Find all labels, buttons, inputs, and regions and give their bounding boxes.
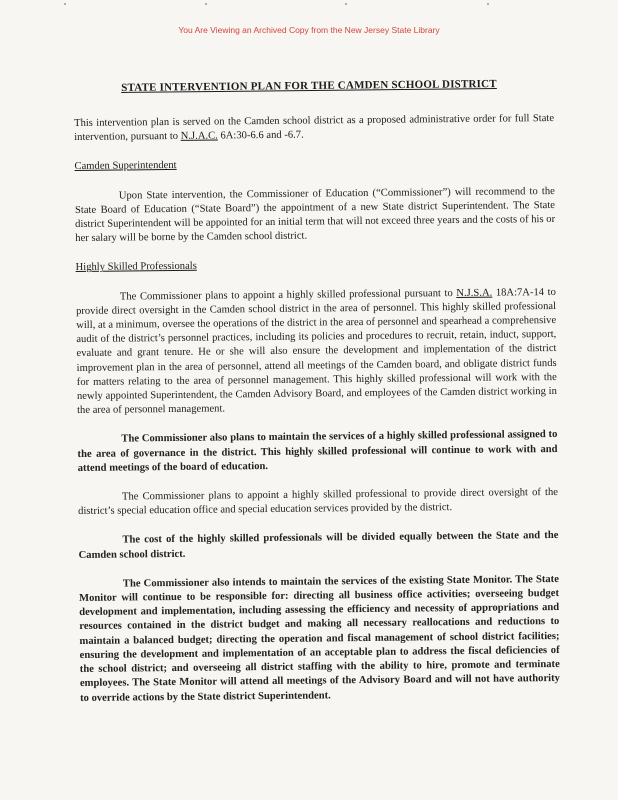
scan-speck [345,3,347,5]
professionals-paragraph-5: The Commissioner also intends to maintain the services of the existing State Monitor. The State Monitor will continue to be responsible for: directing all business office activities; overseeing budget development and implementation, including assessing the efficiency and necessity of appropriations and resources contained in the district budget and making all necessary reallocations and reductions to maintain a balanced budget; directing the operation and fiscal management of school district facilities; ensuring the development and implementation of an acceptable plan to address the fiscal deficiencies of the school district; and overseeing all district staffing with the ability to hire, promote and terminate employees. The State Monitor will attend all meetings of the Advisory Board and will not have authority to override actions by the State district Superintendent. [78,573,560,704]
p1-citation: N.J.S.A. [456,287,493,299]
p1-text-end: 18A:7A-14 to provide direct oversight in the Camden school district in the area of personnel. This highly skilled professional will, at a minimum, oversee the operations of the district in the area of personnel and spearhead a comprehensive audit of the district’s personnel practices, including its policies and procedures to recruit, retain, induct, support, evaluate and grant tenure. He or she will also ensure the development and implementation of the district improvement plan in the area of personnel, attend all meetings of the Camden board, and obligate district funds for matters relating to the area of personnel management. This highly skilled professional will work with the newly appointed Superintendent, the Camden Advisory Board, and employees of the Camden district working in the area of personnel management. [75,286,557,417]
professionals-paragraph-4: The cost of the highly skilled professionals will be divided equally between the State and the Camden school district. [78,530,559,561]
section-heading-professionals: Highly Skilled Professionals [75,261,197,274]
document-title: STATE INTERVENTION PLAN FOR THE CAMDEN SCHOOL DISTRICT [121,78,497,94]
intro-paragraph [74,112,554,145]
section-heading-superintendent: Camden Superintendent [74,160,177,173]
professionals-paragraph-3: The Commissioner plans to appoint a highly skilled professional to provide direct oversight of the district’s special education office and special education services provided by the district. [78,487,559,518]
scan-speck [487,3,489,5]
intro-text-end: 6A:30-6.6 and -6.7. [217,129,304,142]
intro-text: This intervention plan is served on the Camden school district as a proposed administrative order for full State intervention, pursuant to [74,112,555,144]
p1-text: The Commissioner plans to appoint a highly skilled professional pursuant to [119,287,457,303]
professionals-paragraph-2: The Commissioner also plans to maintain the services of a highly skilled professional assigned to the area of governance in the district. This highly skilled professional will continue to work with and attend meetings of the board of education. [77,429,558,474]
intro-citation: N.J.A.C. [180,130,218,143]
archive-banner: You Are Viewing an Archived Copy from the New Jersey State Library [178,25,440,35]
document-body [74,112,560,706]
scan-speck [64,3,66,5]
superintendent-paragraph: Upon State intervention, the Commissioner of Education (“Commissioner”) will recommend to the State Board of Education (“State Board”) the appointment of a new State district Superintendent. The State district Superintendent will be appointed for an initial term that will not exceed three years and the costs of his or her salary will be borne by the Camden school district. [74,185,556,245]
scan-speck [205,3,207,5]
professionals-paragraph-1 [76,286,557,419]
